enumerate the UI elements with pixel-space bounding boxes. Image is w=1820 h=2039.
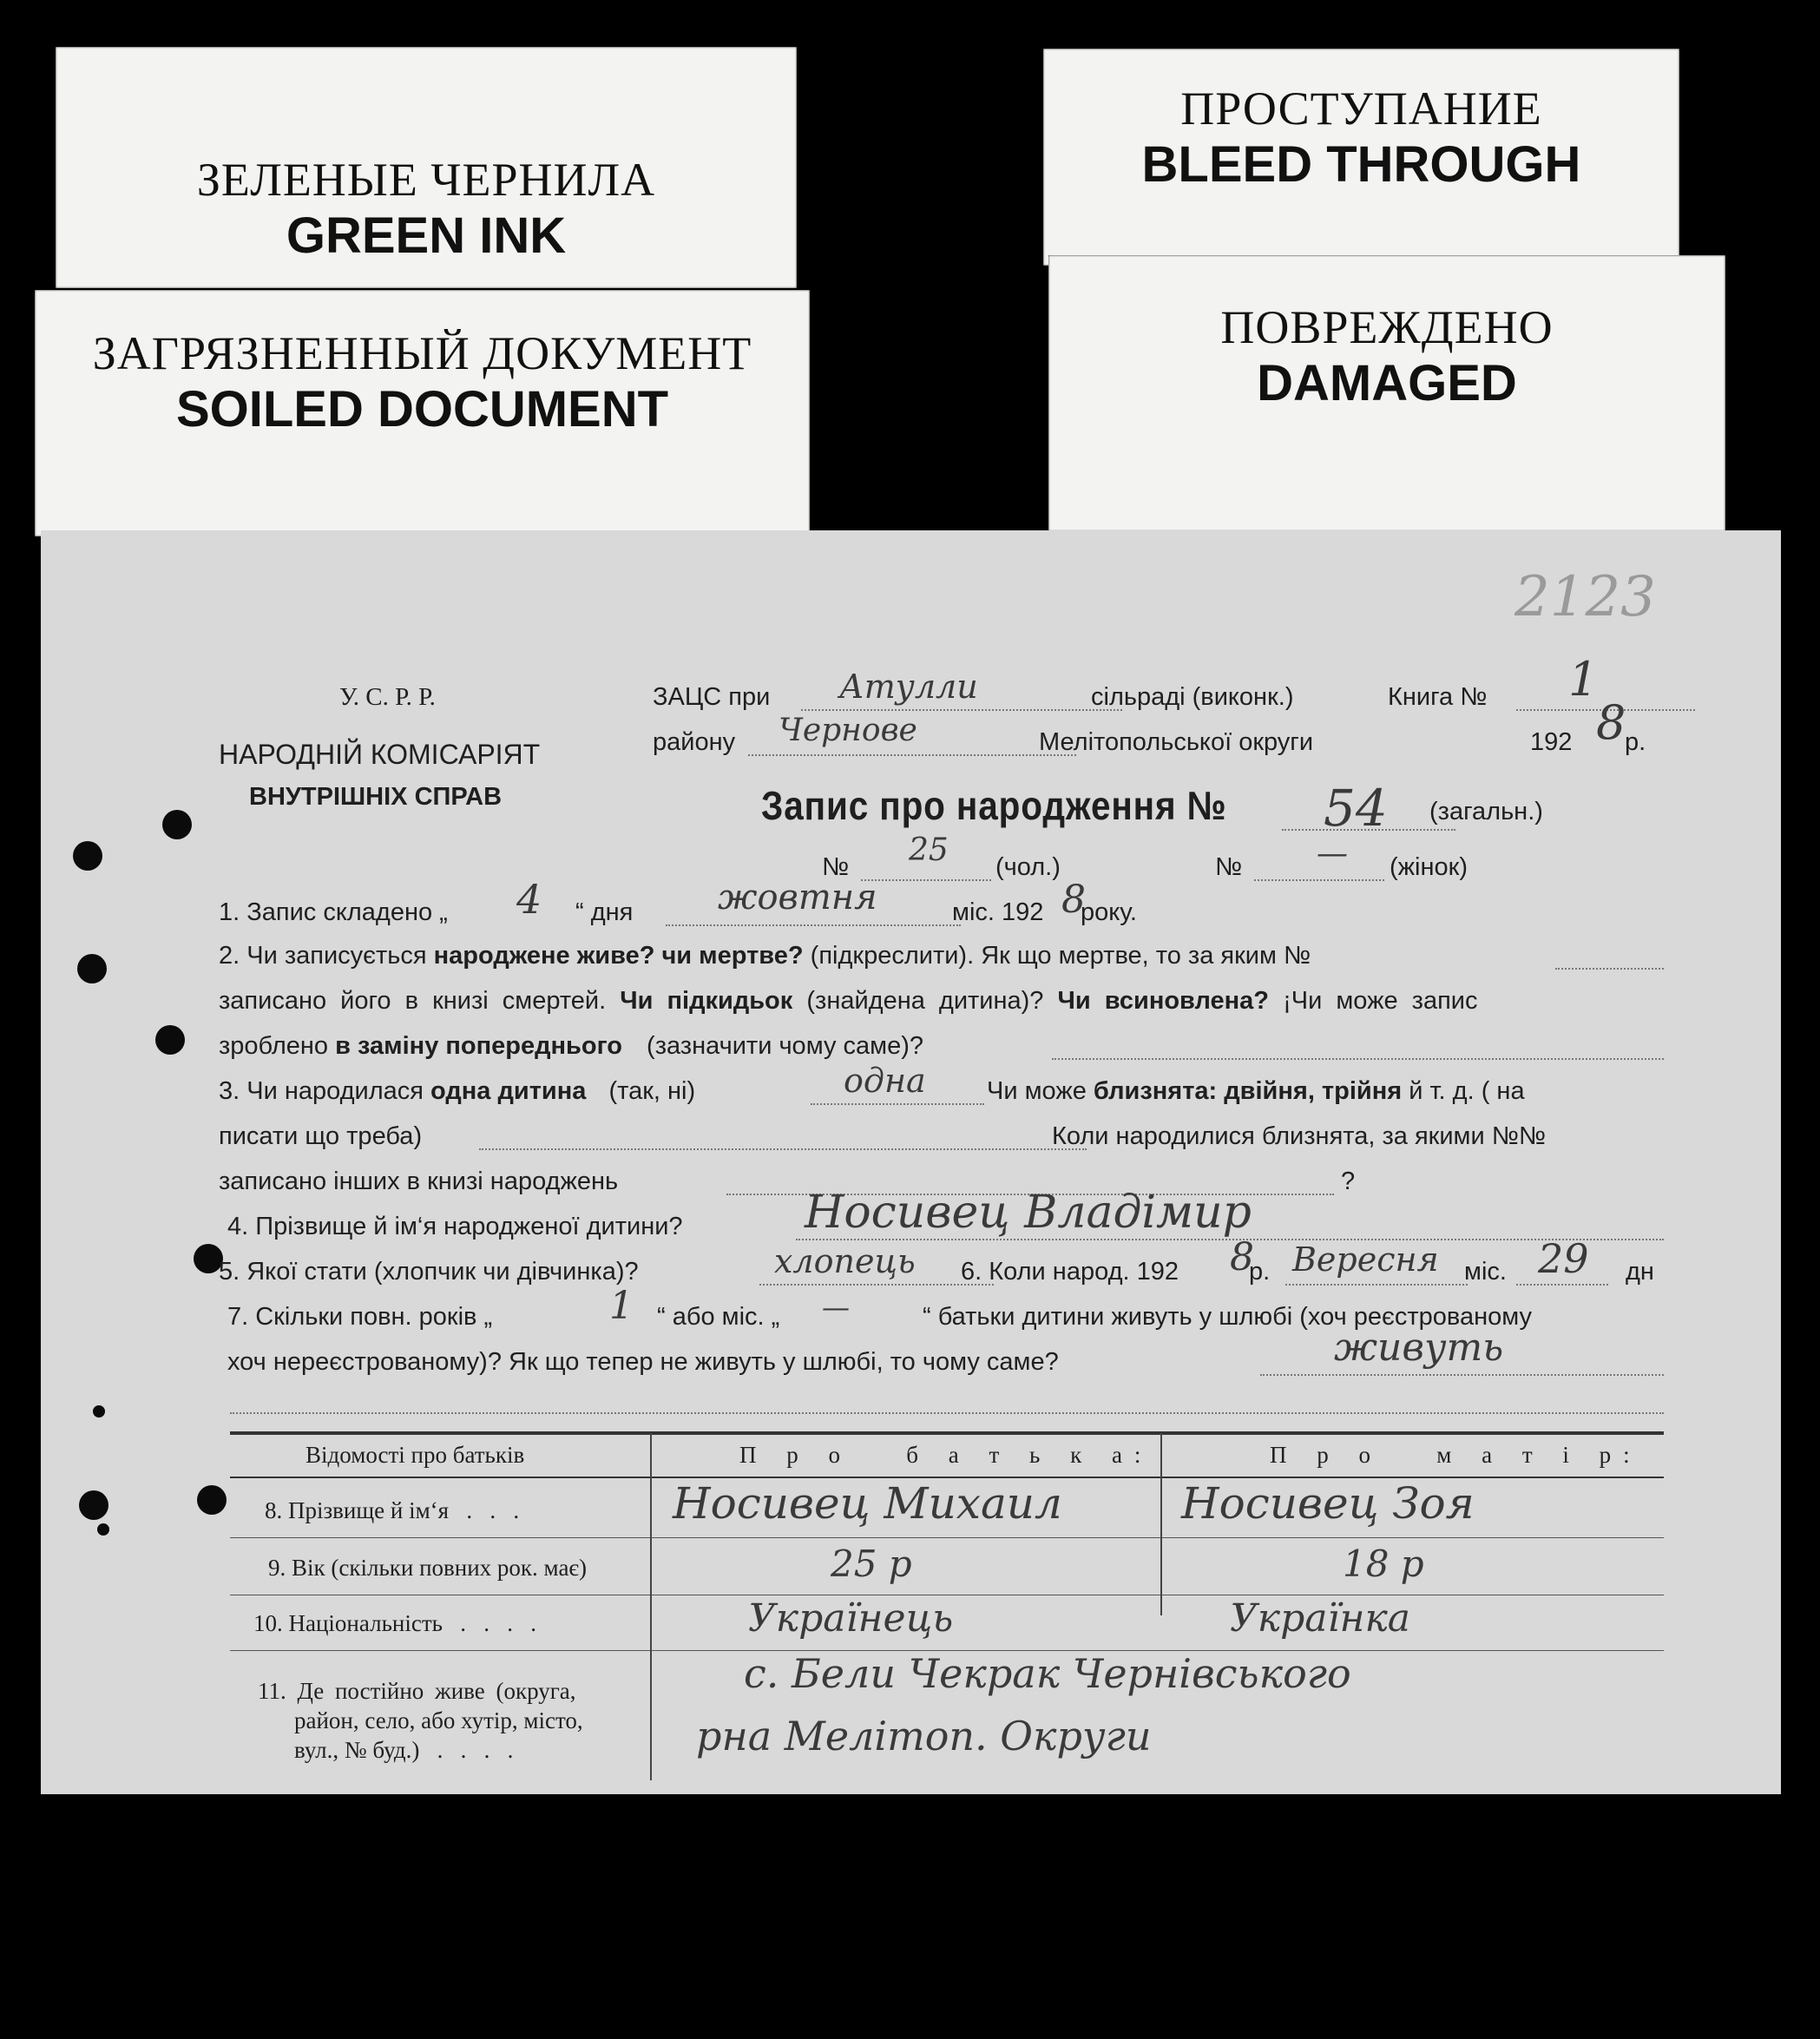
label-damaged	[1048, 255, 1725, 531]
row9-father: 25 р	[831, 1542, 912, 1585]
header-commissariat: НАРОДНІЙ КОМІСАРІЯТ	[219, 739, 541, 770]
q2-l1b: народжене живе? чи мертве?	[433, 942, 804, 970]
table-header-mother: П р о м а т і р:	[1270, 1442, 1642, 1468]
archive-number: 2123	[1514, 565, 1656, 629]
q6-day-underline	[1516, 1284, 1608, 1286]
female-label: (жінок)	[1390, 853, 1468, 881]
q2-l1a: 2. Чи записується	[219, 942, 427, 970]
q2-l3	[219, 1032, 923, 1061]
q2-l3-underline	[1052, 1058, 1664, 1060]
q6-year-digit: 8	[1230, 1235, 1254, 1279]
row9-mother: 18 р	[1343, 1542, 1424, 1585]
q1-text: 1. Запис складено „	[219, 898, 448, 926]
year-prefix: 192	[1530, 728, 1573, 756]
q7-l2-underline	[1260, 1374, 1664, 1376]
row8-father: Носивец Михаил	[673, 1478, 1062, 1529]
q1-mis: міс. 192	[952, 898, 1044, 926]
record-title: Запис про народження №	[761, 783, 1227, 828]
row11-label-l3: вул., № буд.) . . . .	[294, 1737, 514, 1763]
male-value: 25	[909, 832, 949, 868]
table-col-divider	[1160, 1433, 1162, 1615]
q3-answer: одна	[844, 1062, 926, 1100]
q6-month-underline	[1285, 1284, 1468, 1286]
punch-hole	[97, 1523, 109, 1536]
q2-l1-underline	[1555, 968, 1664, 970]
row9-label: 9. Вік (скільки повних рок. має)	[268, 1555, 588, 1581]
q6-month: Вересня	[1292, 1240, 1439, 1279]
female-no-label: №	[1215, 853, 1243, 881]
q3-l3: записано інших в книзі народжень	[219, 1167, 619, 1195]
q5-answer: хлопець	[774, 1242, 916, 1280]
q3-l1d: Чи може	[987, 1077, 1087, 1105]
punch-hole	[77, 954, 107, 983]
q2-l2d: Чи всиновлена?	[1057, 987, 1270, 1015]
q3-l1f: й т. д. ( на	[1409, 1077, 1525, 1105]
row8-mother: Носивец Зоя	[1181, 1478, 1475, 1529]
q2-l2e: ¡Чи може запис	[1283, 987, 1478, 1015]
q2-l2a: записано його в книзі смертей.	[219, 987, 607, 1015]
female-underline	[1254, 879, 1384, 881]
q2-l1	[219, 942, 1311, 970]
q3-l1	[219, 1077, 695, 1106]
male-no-label: №	[822, 853, 850, 881]
male-underline	[861, 879, 991, 881]
label-green-ink-en: GREEN INK	[286, 207, 567, 264]
label-damaged-ru: ПОВРЕЖДЕНО	[1220, 301, 1554, 353]
q1-end: року.	[1081, 898, 1137, 926]
label-bleed-through	[1043, 49, 1679, 266]
row11-label-l1: 11. Де постійно живе (округа,	[258, 1678, 576, 1704]
zags-prefix: ЗАЦС при	[653, 683, 771, 711]
label-bleed-ru: ПРОСТУПАНИЕ	[1180, 82, 1542, 135]
q6-text: 6. Коли народ. 192	[961, 1258, 1179, 1286]
label-soiled	[35, 290, 810, 536]
q3-l1a: 3. Чи народилася	[219, 1077, 424, 1105]
q1-mid: “ дня	[575, 898, 634, 926]
row11-label-l2: район, село, або хутір, місто,	[294, 1707, 583, 1733]
q1-month: жовтня	[718, 878, 877, 918]
q5-underline	[759, 1284, 994, 1286]
q3-l1b: одна дитина	[430, 1077, 587, 1105]
punch-hole	[197, 1485, 227, 1515]
q7-answer: живуть	[1334, 1325, 1504, 1370]
zags-underline	[801, 709, 1122, 711]
q5-text: 5. Якої стати (хлопчик чи дівчинка)?	[219, 1258, 639, 1286]
label-soiled-en: SOILED DOCUMENT	[175, 381, 669, 437]
q6-r: р.	[1249, 1258, 1271, 1286]
row11-residence-l2: рна Мелітоп. Округи	[696, 1713, 1152, 1759]
raion-prefix: району	[653, 728, 736, 756]
q1-day: 4	[516, 876, 542, 923]
female-value: —	[1317, 836, 1348, 872]
zags-value: Атулли	[839, 668, 978, 706]
q2-l3c: (зазначити чому саме)?	[647, 1032, 923, 1060]
q3-l2-underline	[479, 1148, 1087, 1150]
q3-l2: писати що треба)	[219, 1122, 423, 1150]
table-row-rule	[230, 1537, 1664, 1538]
zags-suffix: сільраді (виконк.)	[1091, 683, 1294, 711]
label-green-ink	[56, 47, 797, 288]
q6-dn: дн	[1626, 1258, 1654, 1286]
row10-father: Українець	[748, 1596, 954, 1641]
q7-l1: 7. Скільки повн. років „	[227, 1303, 493, 1331]
row10-mother: Українка	[1230, 1596, 1411, 1641]
row10-label: 10. Національність . . . .	[253, 1610, 536, 1636]
q1-month-underline	[666, 924, 961, 926]
header-ussr: У. С. Р. Р.	[339, 683, 436, 711]
punch-hole	[73, 841, 102, 871]
q3-answer-underline	[811, 1103, 984, 1105]
punch-hole	[79, 1490, 108, 1520]
header-internal-affairs: ВНУТРІШНІХ СПРАВ	[249, 783, 503, 811]
row11-residence-l1: с. Бели Чекрак Чернівського	[744, 1650, 1351, 1697]
q7-l2: хоч нереєстрованому)? Як що тепер не живуть у шлюбі, то чому саме?	[227, 1348, 1059, 1376]
male-label: (чол.)	[995, 853, 1061, 881]
q2-l3a: зроблено	[219, 1032, 329, 1060]
table-header-father: П р о б а т ь к а:	[739, 1442, 1153, 1468]
q7-years: 1	[609, 1284, 634, 1328]
q4-answer: Носивец Владімир	[805, 1187, 1252, 1239]
table-col-divider	[650, 1433, 652, 1780]
record-number: 54	[1324, 779, 1388, 838]
q2-l2b: Чи підкидьок	[620, 987, 793, 1015]
book-label: Книга №	[1388, 683, 1488, 711]
q3-l1c: (так, ні)	[608, 1077, 696, 1105]
q6-day: 29	[1538, 1235, 1589, 1282]
label-soiled-ru: ЗАГРЯЗНЕННЫЙ ДОКУМЕНТ	[92, 327, 752, 379]
label-bleed-en: BLEED THROUGH	[1141, 136, 1581, 193]
book-value: 1	[1568, 652, 1599, 707]
birth-record-card	[41, 530, 1781, 1794]
table-header-parents: Відомості про батьків	[306, 1442, 525, 1468]
record-number-suffix: (загальн.)	[1429, 798, 1543, 825]
punch-hole	[155, 1025, 185, 1055]
q3-l1e: близнята: двійня, трійня	[1093, 1077, 1403, 1105]
row8-label: 8. Прізвище й ім‘я . . .	[265, 1497, 520, 1523]
raion-underline	[748, 754, 1076, 756]
punch-hole	[93, 1405, 105, 1417]
q2-l2	[219, 987, 1478, 1016]
q7-months: —	[822, 1291, 850, 1324]
q7-l1b: “ батьки дитини живуть у шлюбі (хоч реєстрованому	[923, 1303, 1532, 1331]
q2-l3b: в заміну попереднього	[335, 1032, 622, 1060]
punch-hole	[162, 810, 192, 839]
year-suffix: р.	[1625, 728, 1646, 756]
q7-mid: “ або міс. „	[657, 1303, 780, 1331]
q7-l3-underline	[230, 1412, 1664, 1414]
label-damaged-en: DAMAGED	[1257, 355, 1517, 411]
label-green-ink-ru: ЗЕЛЕНЫЕ ЧЕРНИЛА	[196, 154, 656, 206]
q4-text: 4. Прізвище й ім‘я народженої дитини?	[227, 1213, 683, 1240]
q2-l1c: (підкреслити). Як що мертве, то за яким №	[810, 942, 1311, 970]
q3-l2b: Коли народилися близнята, за якими №№	[1052, 1122, 1546, 1150]
q3-l3q: ?	[1341, 1167, 1356, 1195]
q3-l1-rest	[987, 1077, 1525, 1106]
q2-l2c: (знайдена дитина)?	[806, 987, 1044, 1015]
table-top-rule	[230, 1431, 1664, 1435]
q6-mis: міс.	[1464, 1258, 1507, 1286]
okruga-label: Мелітопольської округи	[1039, 728, 1314, 756]
year-digit: 8	[1596, 695, 1626, 750]
q1-year-digit: 8	[1061, 878, 1086, 922]
raion-value: Чернове	[779, 713, 917, 748]
